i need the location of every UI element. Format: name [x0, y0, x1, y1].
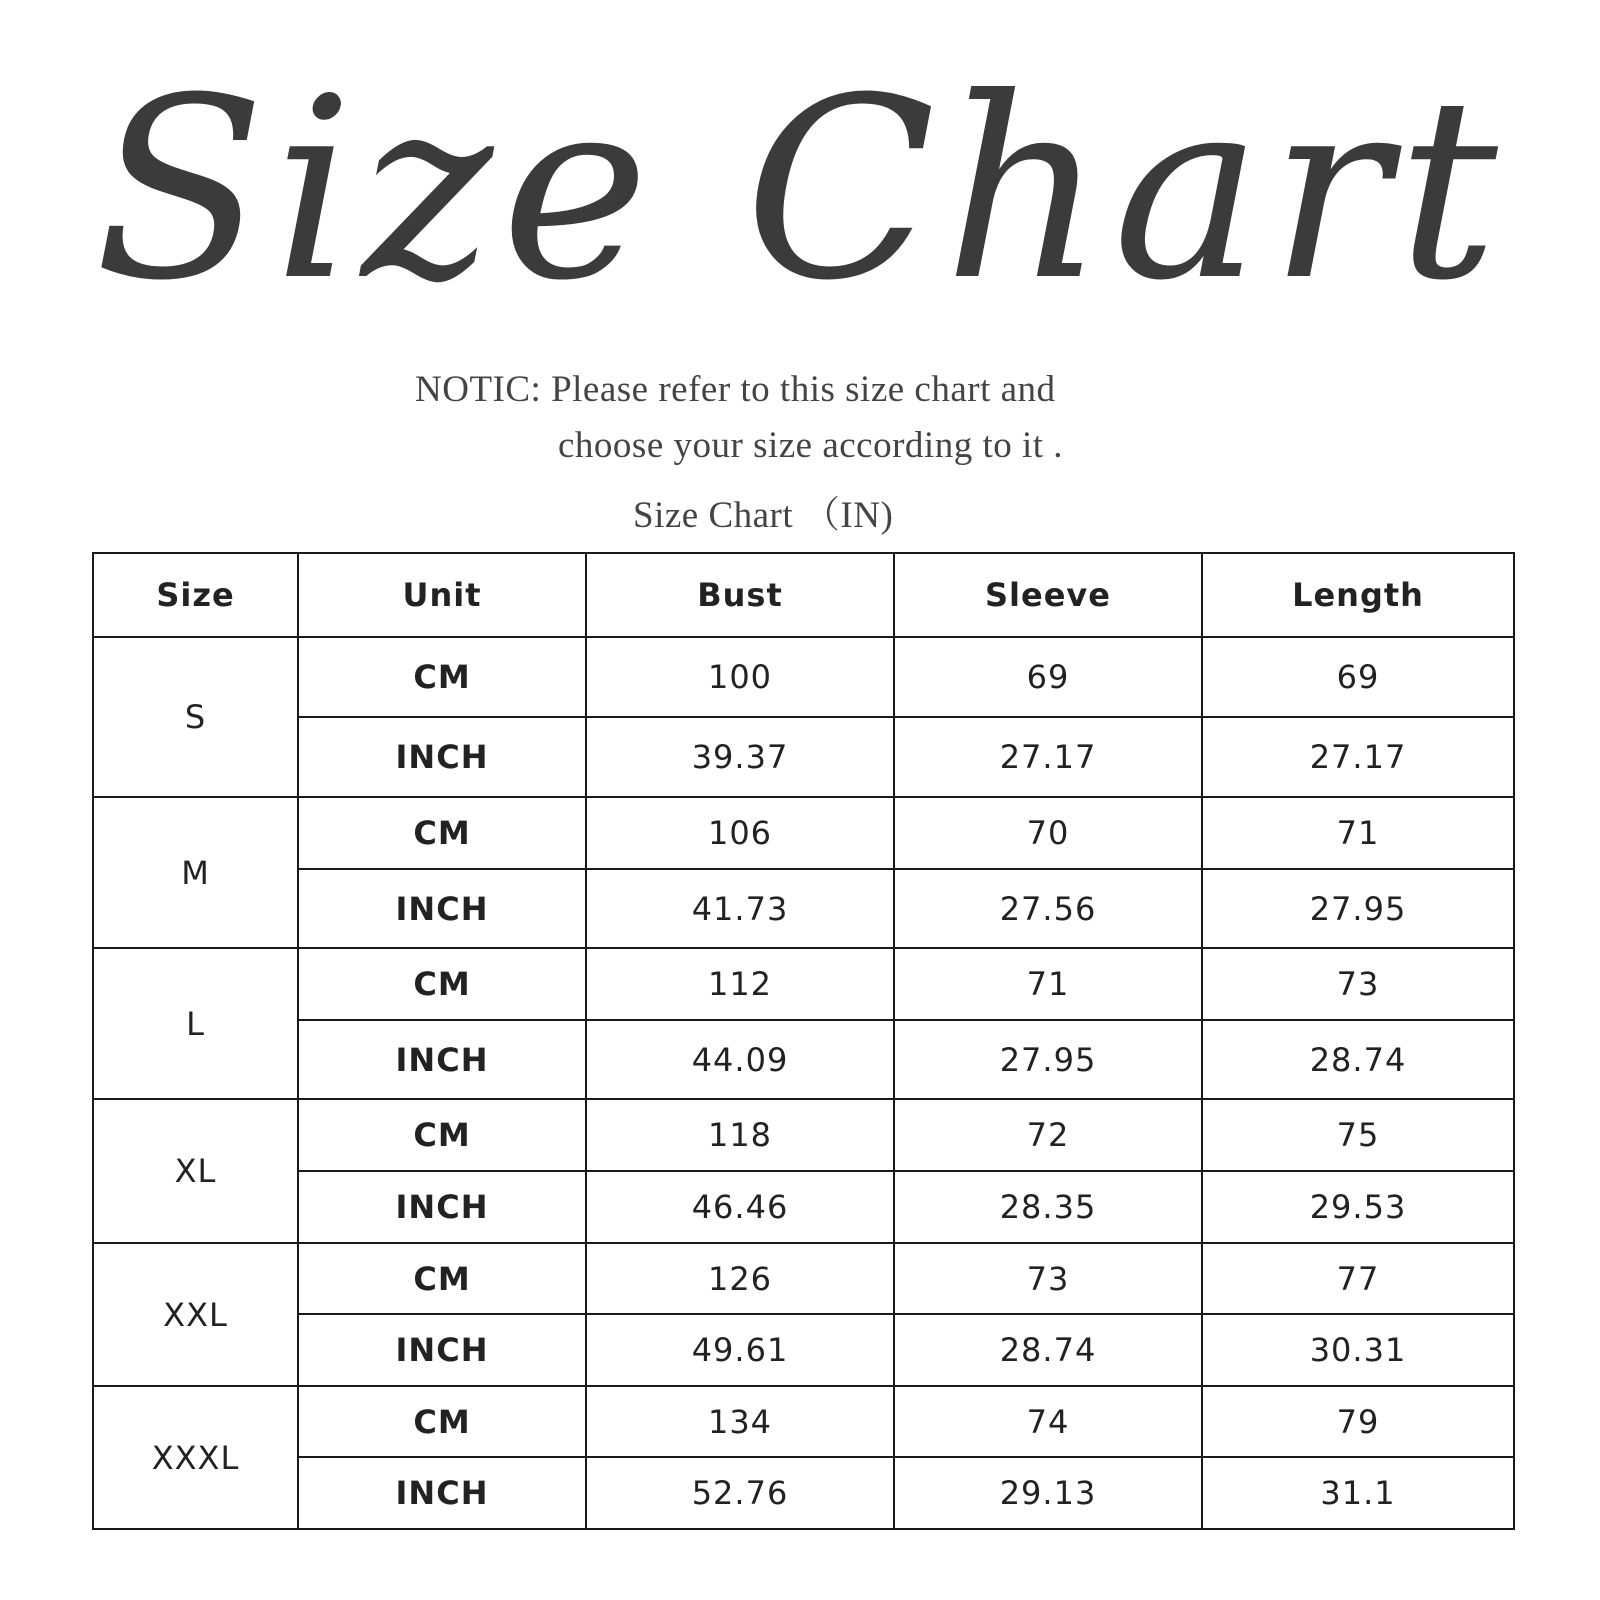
unit-cell: INCH	[298, 1171, 586, 1243]
size-cell: XXL	[93, 1243, 298, 1386]
table-row	[93, 1314, 1514, 1386]
table-row	[93, 1386, 1514, 1457]
table-row	[93, 869, 1514, 948]
bust-cell: 134	[586, 1386, 894, 1457]
sleeve-cell: 29.13	[894, 1457, 1202, 1529]
header-length: Length	[1202, 553, 1514, 637]
bust-cell: 44.09	[586, 1020, 894, 1099]
table-header-row	[93, 553, 1514, 637]
unit-cell: INCH	[298, 1020, 586, 1099]
unit-cell: INCH	[298, 1314, 586, 1386]
length-cell: 29.53	[1202, 1171, 1514, 1243]
header-size: Size	[93, 553, 298, 637]
sleeve-cell: 69	[894, 637, 1202, 717]
length-cell: 73	[1202, 948, 1514, 1020]
bust-cell: 39.37	[586, 717, 894, 797]
sleeve-cell: 27.95	[894, 1020, 1202, 1099]
unit-cell: CM	[298, 1243, 586, 1314]
header-sleeve: Sleeve	[894, 553, 1202, 637]
sleeve-cell: 74	[894, 1386, 1202, 1457]
sleeve-cell: 73	[894, 1243, 1202, 1314]
bust-cell: 118	[586, 1099, 894, 1171]
unit-cell: CM	[298, 797, 586, 869]
length-cell: 71	[1202, 797, 1514, 869]
table-row	[93, 948, 1514, 1020]
sleeve-cell: 70	[894, 797, 1202, 869]
sleeve-cell: 28.35	[894, 1171, 1202, 1243]
length-cell: 75	[1202, 1099, 1514, 1171]
sleeve-cell: 27.56	[894, 869, 1202, 948]
size-cell: XL	[93, 1099, 298, 1243]
sleeve-cell: 71	[894, 948, 1202, 1020]
bust-cell: 46.46	[586, 1171, 894, 1243]
table-row	[93, 1243, 1514, 1314]
size-cell: S	[93, 637, 298, 797]
header-unit: Unit	[298, 553, 586, 637]
notice-line-1: NOTIC: Please refer to this size chart and	[415, 369, 1056, 410]
table-row	[93, 1099, 1514, 1171]
notice-line-2: choose your size according to it .	[558, 425, 1064, 466]
length-cell: 30.31	[1202, 1314, 1514, 1386]
bust-cell: 49.61	[586, 1314, 894, 1386]
unit-cell: CM	[298, 948, 586, 1020]
length-cell: 28.74	[1202, 1020, 1514, 1099]
bust-cell: 106	[586, 797, 894, 869]
unit-cell: CM	[298, 1386, 586, 1457]
table-row	[93, 797, 1514, 869]
size-cell: L	[93, 948, 298, 1099]
length-cell: 79	[1202, 1386, 1514, 1457]
sleeve-cell: 27.17	[894, 717, 1202, 797]
size-table	[92, 552, 1515, 1530]
table-row	[93, 1171, 1514, 1243]
sleeve-cell: 72	[894, 1099, 1202, 1171]
unit-cell: CM	[298, 1099, 586, 1171]
bust-cell: 100	[586, 637, 894, 717]
size-cell: XXXL	[93, 1386, 298, 1529]
unit-cell: INCH	[298, 1457, 586, 1529]
header-bust: Bust	[586, 553, 894, 637]
length-cell: 77	[1202, 1243, 1514, 1314]
length-cell: 27.95	[1202, 869, 1514, 948]
table-row	[93, 717, 1514, 797]
bust-cell: 112	[586, 948, 894, 1020]
unit-cell: CM	[298, 637, 586, 717]
length-cell: 69	[1202, 637, 1514, 717]
unit-cell: INCH	[298, 717, 586, 797]
length-cell: 31.1	[1202, 1457, 1514, 1529]
bust-cell: 126	[586, 1243, 894, 1314]
table-row	[93, 1457, 1514, 1529]
table-row	[93, 637, 1514, 717]
bust-cell: 41.73	[586, 869, 894, 948]
unit-cell: INCH	[298, 869, 586, 948]
length-cell: 27.17	[1202, 717, 1514, 797]
sleeve-cell: 28.74	[894, 1314, 1202, 1386]
page-title: Size Chart	[94, 44, 1506, 335]
bust-cell: 52.76	[586, 1457, 894, 1529]
chart-unit-caption: Size Chart （IN)	[633, 495, 894, 536]
table-row	[93, 1020, 1514, 1099]
size-cell: M	[93, 797, 298, 948]
